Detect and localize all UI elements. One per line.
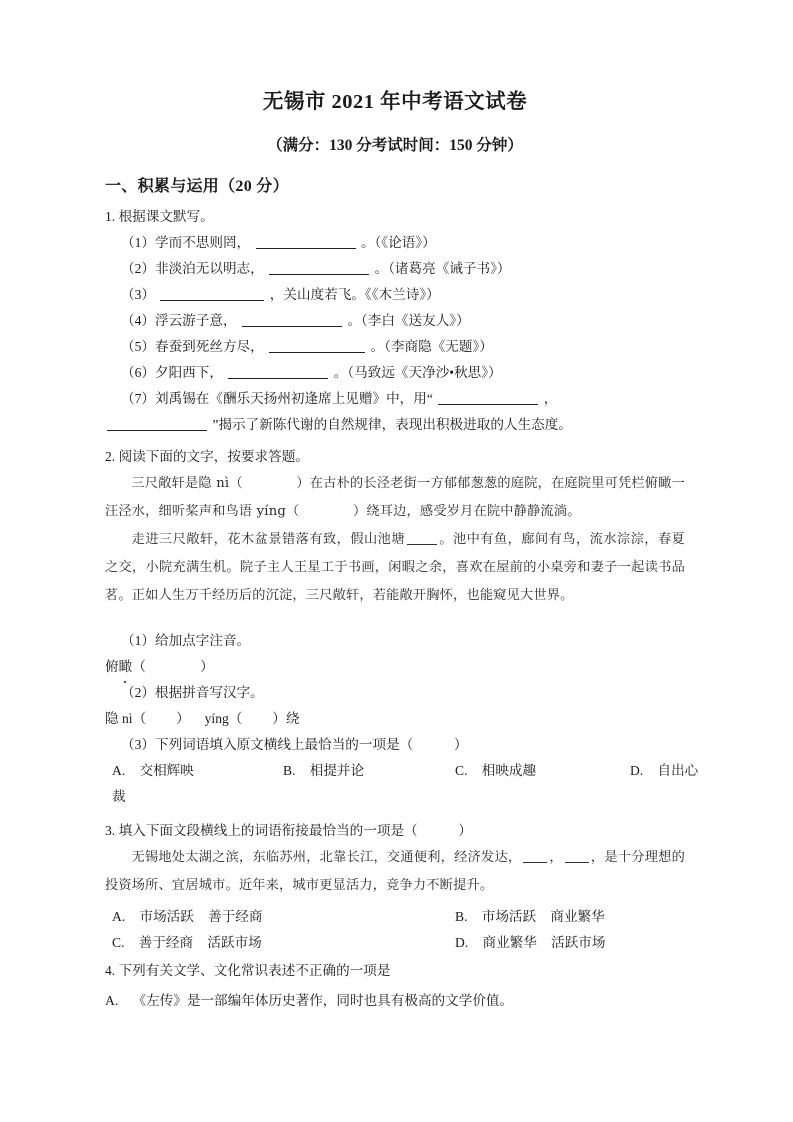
question-2-sub-3-options (105, 758, 699, 784)
item-label: （4）浮云游子意， (121, 312, 237, 328)
question-1-item-4 (105, 308, 685, 334)
option-text-2: 活跃市场 (551, 934, 606, 950)
option-a[interactable] (112, 904, 263, 930)
passage-answer-blank[interactable] (407, 531, 437, 545)
option-d[interactable] (455, 930, 606, 956)
option-key: D. (630, 762, 644, 778)
item-source: 。（诸葛亮《诫子书》） (374, 260, 511, 276)
option-key: A. (112, 908, 126, 924)
option-text: 相映成趣 (481, 762, 537, 778)
item-label: （3） (121, 286, 155, 302)
exam-score-time-line: （满分：130 分考试时间：150 分钟） (267, 136, 523, 154)
question-1-item-5 (105, 334, 685, 360)
option-text: 《左传》是一部编年体历史著作，同时也具有极高的文学价值。 (132, 992, 514, 1008)
question-1-item-1 (105, 230, 685, 256)
option-c[interactable] (455, 758, 536, 784)
passage-comma: ， (549, 849, 563, 865)
item-label: （1）学而不思则罔， (121, 234, 251, 250)
item-label: （5）春蚕到死丝方尽， (121, 338, 264, 354)
question-4-stem: 4. 下列有关文学、文化常识表述不正确的一项是 (105, 962, 391, 978)
question-2-stem: 2. 阅读下面的文字，按要求答题。 (105, 448, 309, 464)
question-2-sub-3-stem: （3）下列词语填入原文横线上最恰当的一项是（ ） (121, 736, 468, 752)
passage-answer-blank-1[interactable] (523, 849, 547, 863)
option-key: A. (105, 992, 119, 1008)
question-1-item-7 (105, 386, 685, 412)
question-1-item-6 (105, 360, 685, 386)
option-key: B. (455, 908, 468, 924)
question-3-stem: 3. 填入下面文段横线上的词语衔接最恰当的一项是（ ） (105, 822, 473, 838)
option-text-1: 善于经商 (138, 934, 194, 950)
item-source: 。（《论语》） (360, 234, 436, 250)
answer-blank[interactable] (160, 287, 264, 301)
paren-close: ） (176, 710, 190, 726)
passage-text-part-a: 走进三尺敞轩，花木盆景错落有致，假山池塘 (131, 531, 405, 547)
option-c[interactable] (112, 930, 262, 956)
option-text-2: 商业繁华 (550, 908, 605, 924)
item-source: 。（李白《送友人》） (347, 312, 470, 328)
item-label: （2）非淡泊无以明志， (121, 260, 264, 276)
passage-text: 三尺敞轩是隐 nì（ ）在古朴的长泾老街一方郁郁葱葱的庭院，在庭院里可凭栏俯瞰一汪泾水，细听桨声和鸟语 yíng（ ）绕耳边，感受岁月在院中静静流淌。 (105, 475, 685, 519)
option-text-1: 市场活跃 (139, 908, 194, 924)
item-label: （7）刘禹锡在《酬乐天扬州初逢席上见赠》中，用“ (121, 390, 433, 406)
answer-blank[interactable] (269, 339, 365, 353)
option-key: B. (283, 762, 296, 778)
answer-blank[interactable] (256, 235, 356, 249)
question-2-sub-1-answer-row (105, 654, 685, 680)
option-b[interactable] (455, 904, 605, 930)
answer-blank[interactable] (242, 313, 342, 327)
question-1-item-7-cont (105, 412, 685, 438)
option-text-2: 善于经商 (208, 908, 263, 924)
question-1-item-3 (105, 282, 685, 308)
item-source: 。（马致远《天净沙•秋思》） (333, 364, 502, 380)
item-label: （6）夕阳西下， (121, 364, 223, 380)
page-content (105, 80, 699, 1014)
passage-answer-blank-2[interactable] (565, 849, 589, 863)
question-2-passage-paragraph-1 (105, 470, 685, 526)
option-b[interactable] (283, 758, 364, 784)
item-comma: ， (543, 390, 558, 406)
option-key: D. (455, 934, 469, 950)
item-tail: ”揭示了新陈代谢的自然规律，表现出积极进取的人生态度。 (212, 416, 572, 432)
question-3-passage (105, 844, 685, 900)
pinyin-answer-paren[interactable]: （ ） (132, 658, 214, 674)
char-fu: 俯 (105, 658, 119, 674)
question-3-options-row-1 (105, 904, 685, 930)
question-3-options-row-2 (105, 930, 685, 956)
option-text: 自出心 (657, 762, 699, 778)
item-source: ，关山度若飞。《《木兰诗》） (269, 286, 440, 302)
option-text: 交相辉映 (139, 762, 194, 778)
item-source: 。（李商隐《无题》） (370, 338, 493, 354)
question-2-sub-2-stem: （2）根据拼音写汉字。 (121, 684, 264, 700)
question-2-sub-1-stem: （1）给加点字注音。 (121, 632, 251, 648)
answer-blank[interactable] (438, 391, 538, 405)
option-text-2: 活跃市场 (207, 934, 262, 950)
answer-blank[interactable] (228, 365, 328, 379)
answer-blank[interactable] (269, 261, 369, 275)
option-text-1: 市场活跃 (481, 908, 537, 924)
page-title: 无锡市 2021 年中考语文试卷 (262, 91, 528, 113)
question-2-passage-paragraph-2 (105, 526, 685, 610)
answer-blank[interactable] (107, 417, 207, 431)
question-1-stem: 1. 根据课文默写。 (105, 208, 214, 224)
paren-close-rao: ）绕 (272, 710, 300, 726)
option-d-wrapped-text: 裁 (112, 788, 126, 804)
section-heading-one: 一、积累与运用（20 分） (105, 178, 289, 196)
option-key: C. (112, 934, 125, 950)
char-kan-dotted: 瞰 (119, 654, 133, 680)
option-a[interactable] (112, 758, 194, 784)
option-text-1: 商业繁华 (482, 934, 537, 950)
option-key: A. (112, 762, 126, 778)
passage-text-part-a: 无锡地处太湖之滨，东临苏州，北靠长江，交通便利，经济发达， (131, 849, 522, 865)
option-text: 相提并论 (309, 762, 365, 778)
passage-text-part-b: 。池中有鱼，廊间有鸟，流水淙淙，春夏之交，小院充满生机。院子主人王星工于书画，闲暇之余，喜欢在屋前的小桌旁和妻子一起读书品茗。正如人生万千经历后的沉淀，三尺敞轩，若能敞开胸怀，也能窥见大世界。 (105, 531, 685, 603)
option-key: C. (455, 762, 468, 778)
passage-text-part-b: ，是十分理想的投资场所、宜居城市。近年来，城市更显活力，竞争力不断提升。 (105, 849, 685, 893)
question-1-item-2 (105, 256, 685, 282)
pinyin-ni-label: 隐 nì（ (105, 710, 147, 726)
question-2-sub-2-answer-row (105, 706, 685, 732)
question-4-option-a[interactable] (105, 988, 685, 1014)
pinyin-ying-label: yíng（ (204, 710, 243, 726)
option-d[interactable] (630, 758, 698, 784)
